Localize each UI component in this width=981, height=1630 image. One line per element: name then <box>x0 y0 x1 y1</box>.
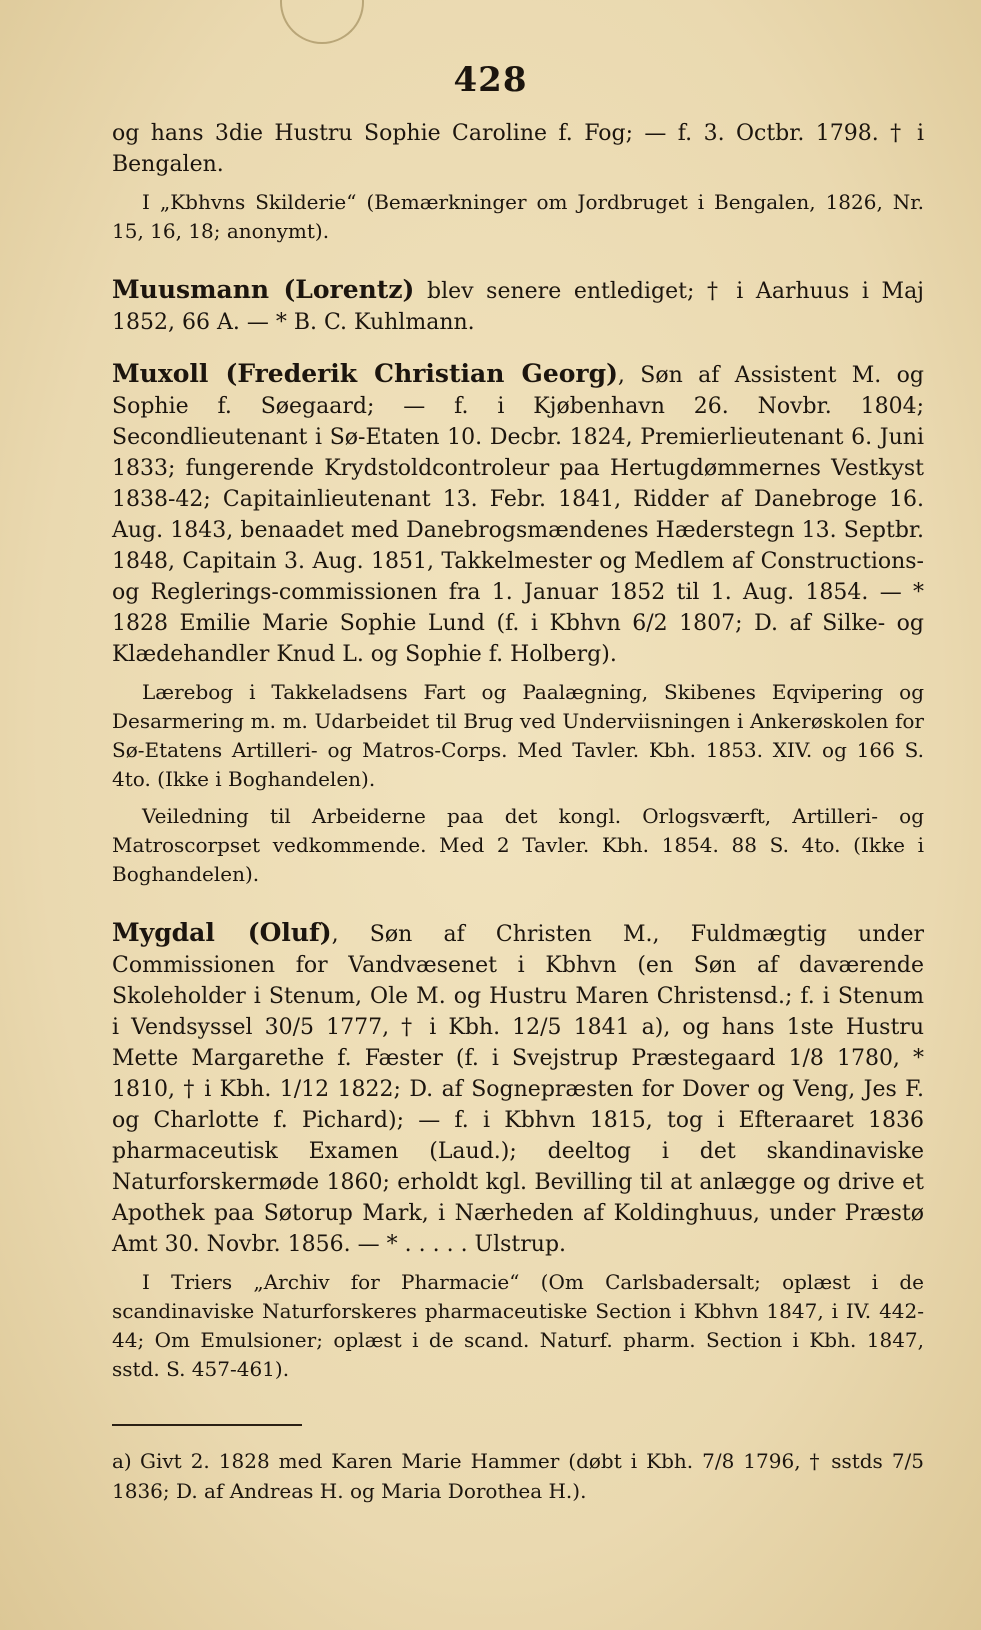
entry-text: , Søn af Christen M., Fuldmægtig under Commissionen for Vandvæsenet i Kbhvn (en Søn af daværende Skoleholder i Stenum, Ole M. og Hustru Maren Christensd.; f. i Stenum i Vendsyssel 30/5 1777, † i Kbh. 12/5 1841 a), og hans 1ste Hustru Mette Margarethe f. Fæster (f. i Svejstrup Præstegaard 1/8 1780, * 1810, † i Kbh. 1/12 1822; D. af Sognepræsten for Dover og Veng, Jes F. og Charlotte f. Pichard); — f. i Kbhvn 1815, tog i Efteraaret 1836 pharmaceutisk Examen (Laud.); deeltog i det skandinaviske Naturforskermøde 1860; erholdt kgl. Bevilling til at anlægge og drive et Apothek paa Søtorup Mark, i Nærheden af Koldinghuus, under Præstø Amt 30. Novbr. 1856. — * . . . . . Ulstrup. <box>112 922 924 1257</box>
entry-muxoll <box>112 358 924 670</box>
entry-mygdal <box>112 917 924 1260</box>
work-citation-veiledning: Veiledning til Arbeiderne paa det kongl. Orlogsværft, Artilleri- og Matroscorpset vedkommende. Med 2 Tavler. Kbh. 1854. 88 S. 4to. (Ikke i Boghandelen). <box>112 804 924 886</box>
page-body <box>112 118 924 1506</box>
entry-text: blev senere entlediget; † i Aarhuus i Maj 1852, 66 A. — * B. C. Kuhlmann. <box>112 279 925 335</box>
footnote-marker: a) <box>112 1449 132 1473</box>
entry-name: Muusmann (Lorentz) <box>112 275 415 304</box>
entry-text: , Søn af Assistent M. og Sophie f. Søegaard; — f. i Kjøbenhavn 26. Novbr. 1804; Secondlieutenant i Sø-Etaten 10. Decbr. 1824, Premierlieutenant 6. Juni 1833; fungerende Krydstoldcontroleur paa Hertugdømmernes Vestkyst 1838-42; Capitainlieutenant 13. Febr. 1841, Ridder af Danebroge 16. Aug. 1843, benaadet med Danebrogsmændenes Hæderstegn 13. Septbr. 1848, Capitain 3. Aug. 1851, Takkelmester og Medlem af Constructions- og Reglerings-commissionen fra 1. Januar 1852 til 1. Aug. 1854. — * 1828 Emilie Marie Sophie Lund (f. i Kbhvn 6/2 1807; D. af Silke- og Klædehandler Knud L. og Sophie f. Holberg). <box>112 363 924 667</box>
footnote-text: Givt 2. 1828 med Karen Marie Hammer (døbt i Kbh. 7/8 1796, † sstds 7/5 1836; D. af Andreas H. og Maria Dorothea H.). <box>112 1449 924 1503</box>
work-citation-laerebog: Lærebog i Takkeladsens Fart og Paalægning, Skibenes Eqvipering og Desarmering m. m. Udarbeidet til Brug ved Underviisningen i Ankerøskolen for Sø-Etatens Artilleri- og Matros-Corps. Med Tavler. Kbh. 1853. XIV. og 166 S. 4to. (Ikke i Boghandelen). <box>112 680 924 791</box>
work-citation-archiv-pharmacie: I Triers „Archiv for Pharmacie“ (Om Carlsbadersalt; oplæst i de scandinaviske Naturforskeres pharmaceutiske Section i Kbhvn 1847, i IV. 442-44; Om Emulsioner; oplæst i de scand. Naturf. pharm. Section i Kbh. 1847, sstd. S. 457-461). <box>112 1270 924 1381</box>
page-hole-mark <box>280 0 364 44</box>
footnote-divider <box>112 1424 302 1426</box>
entry-muusmann <box>112 274 924 338</box>
entry-name: Muxoll (Frederik Christian Georg) <box>112 359 618 388</box>
footnote <box>112 1446 924 1506</box>
continuation-paragraph: og hans 3die Hustru Sophie Caroline f. Fog; — f. 3. Octbr. 1798. † i Bengalen. <box>112 121 924 177</box>
page-number: 428 <box>453 60 528 100</box>
work-citation-kbhvns-skilderie: I „Kbhvns Skilderie“ (Bemærkninger om Jordbruget i Bengalen, 1826, Nr. 15, 16, 18; anonymt). <box>112 190 924 243</box>
entry-name: Mygdal (Oluf) <box>112 918 332 947</box>
